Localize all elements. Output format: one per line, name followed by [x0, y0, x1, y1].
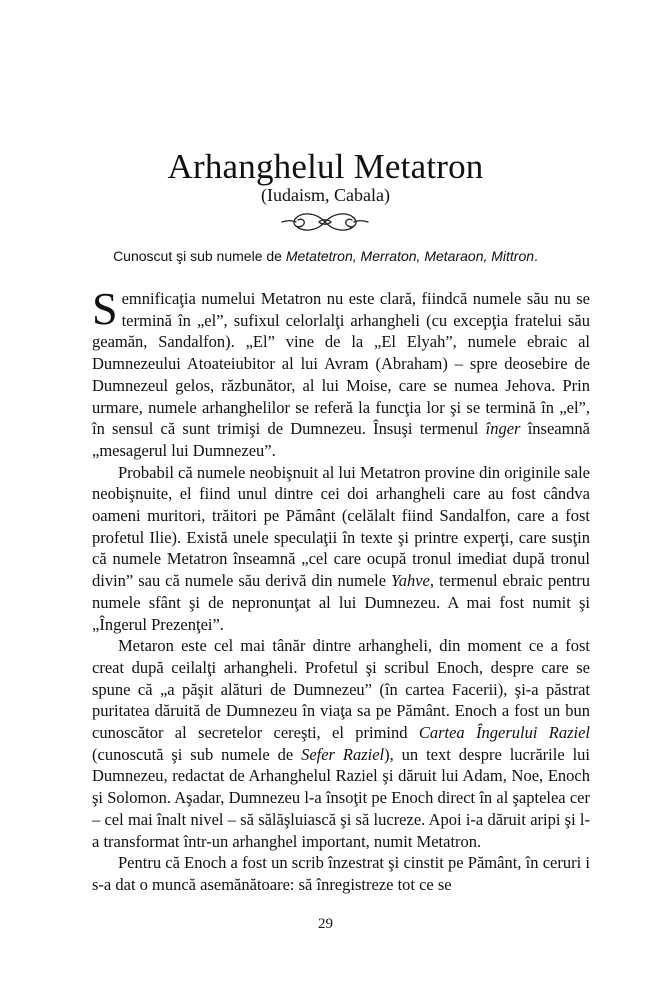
paragraph-2-italic-1: Yahve [391, 571, 430, 591]
paragraph-4-text-a: Pentru că Enoch a fost un scrib înzestrat şi cinstit pe Pământ, în ceruri i s-a dat o muncă asemănătoare: să înregistreze tot ce se [92, 853, 590, 894]
paragraph-4 [92, 852, 590, 895]
drop-cap: S [92, 283, 118, 334]
paragraph-2-text-b: , termenul ebraic pentru numele sfânt şi de nepronunţat al lui Dumnezeu. A mai fost numit şi „Îngerul Prezenţei”. [92, 571, 590, 634]
paragraph-1-text-a: emnificaţia numelui Metatron nu este clară, fiindcă numele său nu se termină în „el”, sufixul celorlalţi arhangheli (cu excepţia fratelui său geamăn, Sandalfon). „El” vine de la „El Elyah”, numele ebraic al Dumnezeului Atoateiubitor al lui Avram (Abraham) – spre deosebire de Dumnezeul gelos, răzbunător, al lui Moise, care se numea Jehova. Prin urmare, numele arhanghelilor se referă la funcţia lor şi se termină în „el”, în sensul că sunt trimişi de Dumnezeu. Însuşi termenul [92, 289, 590, 439]
body-text [92, 283, 591, 896]
alias-line [60, 247, 591, 265]
chapter-subtitle: (Iudaism, Cabala) [261, 185, 390, 205]
paragraph-3-text-b: (cunoscută şi sub numele de [92, 744, 302, 764]
paragraph-1-text-b: înseamnă „mesagerul lui Dumnezeu”. [92, 419, 591, 460]
paragraph-3-text-a: Metaron este cel mai tânăr dintre arhangheli, din moment ce a fost creat după ceilalţi arhangheli. Profetul şi scribul Enoch, despre care se spune că „a păşit alături de Dumnezeu” (în cartea Facerii), şi-a păstrat puritatea dăruită de Dumnezeu în viaţa sa pe Pământ. Enoch a fost un bun cunoscător al secretelor cereşti, el primind [92, 636, 590, 743]
page-number: 29 [318, 916, 333, 932]
chapter-title: Arhanghelul Metatron [167, 147, 484, 186]
paragraph-3 [92, 635, 590, 852]
paragraph-1-italic-1: înger [485, 419, 521, 439]
alias-names: Metatetron, Merraton, Metaraon, Mittron [285, 248, 535, 264]
paragraph-3-italic-2: Sefer Raziel [301, 744, 385, 764]
paragraph-1 [92, 283, 591, 462]
paragraph-2 [92, 462, 590, 636]
paragraph-3-italic-1: Cartea Îngerului Raziel [418, 723, 590, 743]
paragraph-2-text-a: Probabil că numele neobişnuit al lui Metatron provine din originile sale neobişnuite, el fiind unul dintre cei doi arhangheli care au fost cândva oameni muritori, trăitori pe Pământ (celălalt fiind Sandalfon, care a fost profetul Ilie). Există unele speculaţii în texte şi printre experţi, care susţin că numele Metatron înseamnă „cel care ocupă tronul imediat după tronul divin” sau că numele său derivă din numele [92, 462, 590, 591]
paragraph-3-text-c: ), un text despre lucrările lui Dumnezeu, redactat de Arhanghelul Raziel şi dăruit lui Adam, Noe, Enoch şi Solomon. Aşadar, Dumnezeu l-a însoţit pe Enoch direct în al şaptelea cer – cel mai înalt nivel – să sălăşluiască şi să lucreze. Apoi i-a dăruit aripi şi l-a transformat într-un arhanghel important, numit Metatron. [92, 744, 590, 851]
alias-prefix: Cunoscut şi sub numele de [113, 248, 286, 264]
alias-suffix: . [534, 248, 538, 264]
scroll-flourish-icon [272, 208, 378, 236]
